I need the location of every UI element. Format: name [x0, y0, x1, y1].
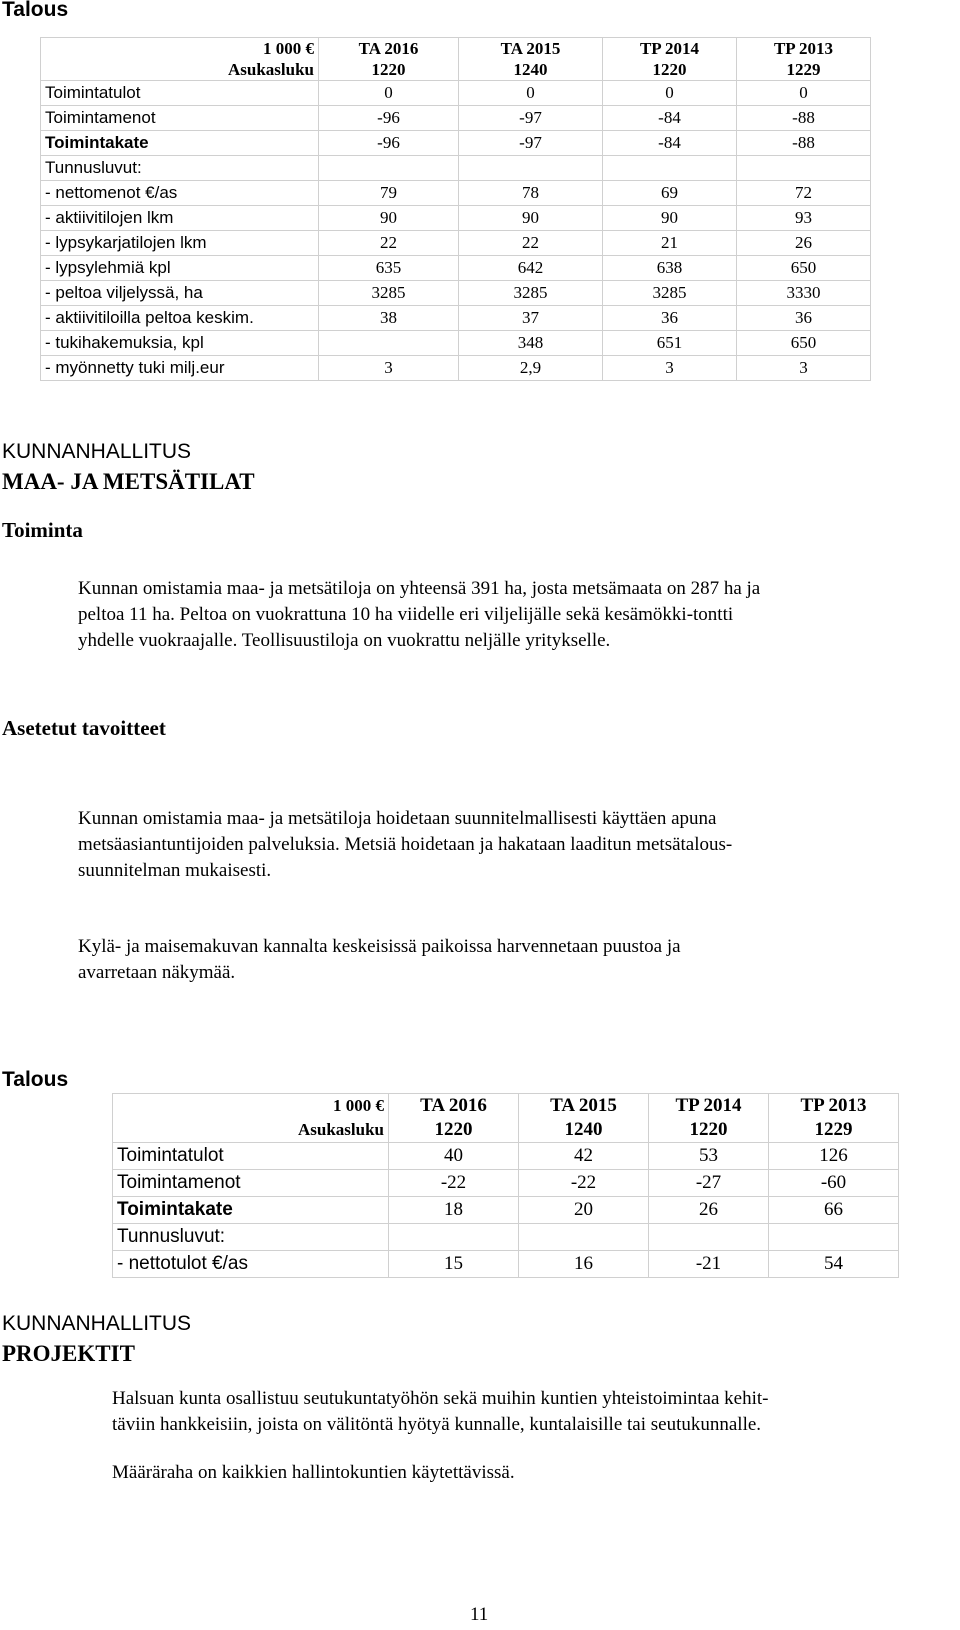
row-value — [649, 1224, 769, 1251]
page-number: 11 — [470, 1604, 489, 1625]
row-value: -84 — [603, 106, 737, 131]
row-value: 15 — [389, 1251, 519, 1278]
row-value — [603, 156, 737, 181]
row-value: 3 — [603, 356, 737, 381]
table-row — [41, 256, 871, 281]
row-label: - nettomenot €/as — [41, 181, 319, 206]
row-value: 26 — [737, 231, 871, 256]
row-value: -96 — [319, 106, 459, 131]
talous-table-1 — [40, 37, 871, 381]
projektit-paragraph-2 — [112, 1460, 958, 1486]
row-value: 18 — [389, 1197, 519, 1224]
row-value — [319, 156, 459, 181]
row-value: 72 — [737, 181, 871, 206]
table-row — [113, 1143, 899, 1170]
paragraph-line: peltoa 11 ha. Peltoa on vuokrattuna 10 ha viidelle eri viljelijälle sekä kesämökki-tontti — [78, 604, 734, 625]
row-value — [459, 156, 603, 181]
row-value: 93 — [737, 206, 871, 231]
table-row — [41, 106, 871, 131]
row-label: Toimintamenot — [41, 106, 319, 131]
row-label: Toimintatulot — [113, 1143, 389, 1170]
table-body — [41, 81, 871, 381]
kunnanhallitus-label-2: KUNNANHALLITUS — [2, 1312, 192, 1335]
kunnanhallitus-label-1: KUNNANHALLITUS — [2, 440, 192, 463]
header-cell: TP 2014 1220 — [603, 38, 737, 81]
row-label: - aktiivitilojen lkm — [41, 206, 319, 231]
header-cell: TP 2013 1229 — [737, 38, 871, 81]
row-value: 38 — [319, 306, 459, 331]
row-label: - aktiivitiloilla peltoa keskim. — [41, 306, 319, 331]
row-value: -97 — [459, 131, 603, 156]
row-value: 54 — [769, 1251, 899, 1278]
paragraph-line: täviin hankkeisiin, joista on välitöntä hyötyä kunnalle, kuntalaisille tai seutukunnalle. — [112, 1414, 762, 1435]
row-value: 3285 — [459, 281, 603, 306]
row-value: 3330 — [737, 281, 871, 306]
table-row — [41, 306, 871, 331]
tavoitteet-paragraph-1 — [78, 806, 948, 884]
row-value: 2,9 — [459, 356, 603, 381]
header-cell: 1 000 € Asukasluku — [113, 1094, 389, 1143]
row-value — [319, 331, 459, 356]
table-header-row — [113, 1094, 899, 1143]
row-value: 0 — [319, 81, 459, 106]
row-value: 66 — [769, 1197, 899, 1224]
row-value: -22 — [389, 1170, 519, 1197]
row-value: -84 — [603, 131, 737, 156]
row-value: 40 — [389, 1143, 519, 1170]
table-row — [41, 356, 871, 381]
paragraph-line: Määräraha on kaikkien hallintokuntien käytettävissä. — [112, 1462, 515, 1483]
row-value: 650 — [737, 256, 871, 281]
row-value: 3 — [319, 356, 459, 381]
table-row — [41, 181, 871, 206]
table-row — [41, 206, 871, 231]
row-value: 0 — [737, 81, 871, 106]
toiminta-heading: Toiminta — [2, 518, 83, 542]
row-value: 26 — [649, 1197, 769, 1224]
row-value: 37 — [459, 306, 603, 331]
row-value: 79 — [319, 181, 459, 206]
row-value: 69 — [603, 181, 737, 206]
row-value: 635 — [319, 256, 459, 281]
table-row — [113, 1197, 899, 1224]
row-value — [389, 1224, 519, 1251]
table-row — [113, 1224, 899, 1251]
row-value: -88 — [737, 106, 871, 131]
paragraph-line: Kunnan omistamia maa- ja metsätiloja on yhteensä 391 ha, josta metsämaata on 287 ha ja — [78, 578, 761, 599]
row-value: 90 — [603, 206, 737, 231]
talous-table-2 — [112, 1093, 899, 1278]
row-value: 651 — [603, 331, 737, 356]
row-value: 90 — [459, 206, 603, 231]
row-value: 3285 — [319, 281, 459, 306]
table-body — [113, 1143, 899, 1278]
row-value: 36 — [737, 306, 871, 331]
row-value: 90 — [319, 206, 459, 231]
header-cell: TA 2016 1220 — [319, 38, 459, 81]
paragraph-line: avarretaan näkymää. — [78, 962, 236, 983]
table-row — [41, 81, 871, 106]
row-value: 78 — [459, 181, 603, 206]
paragraph-line: metsäasiantuntijoiden palveluksia. Metsiä hoidetaan ja hakataan laaditun metsätalous- — [78, 834, 733, 855]
row-value: -60 — [769, 1170, 899, 1197]
row-value: -96 — [319, 131, 459, 156]
row-value: 126 — [769, 1143, 899, 1170]
paragraph-line: Kylä- ja maisemakuvan kannalta keskeisissä paikoissa harvennetaan puustoa ja — [78, 936, 681, 957]
row-value: -27 — [649, 1170, 769, 1197]
row-value: -21 — [649, 1251, 769, 1278]
row-label: - lypsylehmiä kpl — [41, 256, 319, 281]
row-value: 0 — [603, 81, 737, 106]
table-row — [41, 281, 871, 306]
row-value — [737, 156, 871, 181]
table-row — [41, 131, 871, 156]
row-value: 638 — [603, 256, 737, 281]
row-value: -88 — [737, 131, 871, 156]
projektit-paragraph-1 — [112, 1386, 958, 1438]
row-value: 650 — [737, 331, 871, 356]
header-cell: TA 2016 1220 — [389, 1094, 519, 1143]
row-value: 16 — [519, 1251, 649, 1278]
paragraph-line: yhdelle vuokraajalle. Teollisuustiloja on vuokrattu neljälle yritykselle. — [78, 630, 611, 651]
asetetut-tavoitteet-heading: Asetetut tavoitteet — [2, 716, 166, 740]
row-label: Toimintamenot — [113, 1170, 389, 1197]
row-label: - tukihakemuksia, kpl — [41, 331, 319, 356]
row-value: 22 — [319, 231, 459, 256]
header-cell: 1 000 € Asukasluku — [41, 38, 319, 81]
table-row — [113, 1170, 899, 1197]
row-value — [769, 1224, 899, 1251]
row-value: 3285 — [603, 281, 737, 306]
header-cell: TA 2015 1240 — [459, 38, 603, 81]
row-label: - myönnetty tuki milj.eur — [41, 356, 319, 381]
talous-heading-2: Talous — [2, 1068, 69, 1091]
row-value: 42 — [519, 1143, 649, 1170]
tavoitteet-paragraph-2 — [78, 934, 948, 986]
table-header-row — [41, 38, 871, 81]
row-value: 22 — [459, 231, 603, 256]
row-value: 53 — [649, 1143, 769, 1170]
row-label: - lypsykarjatilojen lkm — [41, 231, 319, 256]
row-label: - peltoa viljelyssä, ha — [41, 281, 319, 306]
talous-heading-1: Talous — [2, 0, 69, 21]
table-row — [113, 1251, 899, 1278]
table-row — [41, 156, 871, 181]
row-value: 3 — [737, 356, 871, 381]
row-value: 36 — [603, 306, 737, 331]
row-label: Tunnusluvut: — [41, 156, 319, 181]
row-value: -97 — [459, 106, 603, 131]
header-cell: TP 2013 1229 — [769, 1094, 899, 1143]
row-value: 20 — [519, 1197, 649, 1224]
toiminta-paragraph — [78, 576, 958, 654]
row-label: Toimintakate — [41, 131, 319, 156]
row-label: Toimintakate — [113, 1197, 389, 1224]
row-value: 0 — [459, 81, 603, 106]
projektit-title: PROJEKTIT — [2, 1341, 135, 1366]
row-label: - nettotulot €/as — [113, 1251, 389, 1278]
row-value: 642 — [459, 256, 603, 281]
row-label: Toimintatulot — [41, 81, 319, 106]
paragraph-line: suunnitelman mukaisesti. — [78, 860, 272, 881]
row-label: Tunnusluvut: — [113, 1224, 389, 1251]
table-row — [41, 231, 871, 256]
row-value — [519, 1224, 649, 1251]
header-cell: TA 2015 1240 — [519, 1094, 649, 1143]
row-value: 348 — [459, 331, 603, 356]
header-cell: TP 2014 1220 — [649, 1094, 769, 1143]
table-row — [41, 331, 871, 356]
row-value: -22 — [519, 1170, 649, 1197]
maa-ja-metsatilat-title: MAA- JA METSÄTILAT — [2, 469, 255, 494]
paragraph-line: Halsuan kunta osallistuu seutukuntatyöhön sekä muihin kuntien yhteistoimintaa kehit- — [112, 1388, 769, 1409]
row-value: 21 — [603, 231, 737, 256]
paragraph-line: Kunnan omistamia maa- ja metsätiloja hoidetaan suunnitelmallisesti käyttäen apuna — [78, 808, 717, 829]
